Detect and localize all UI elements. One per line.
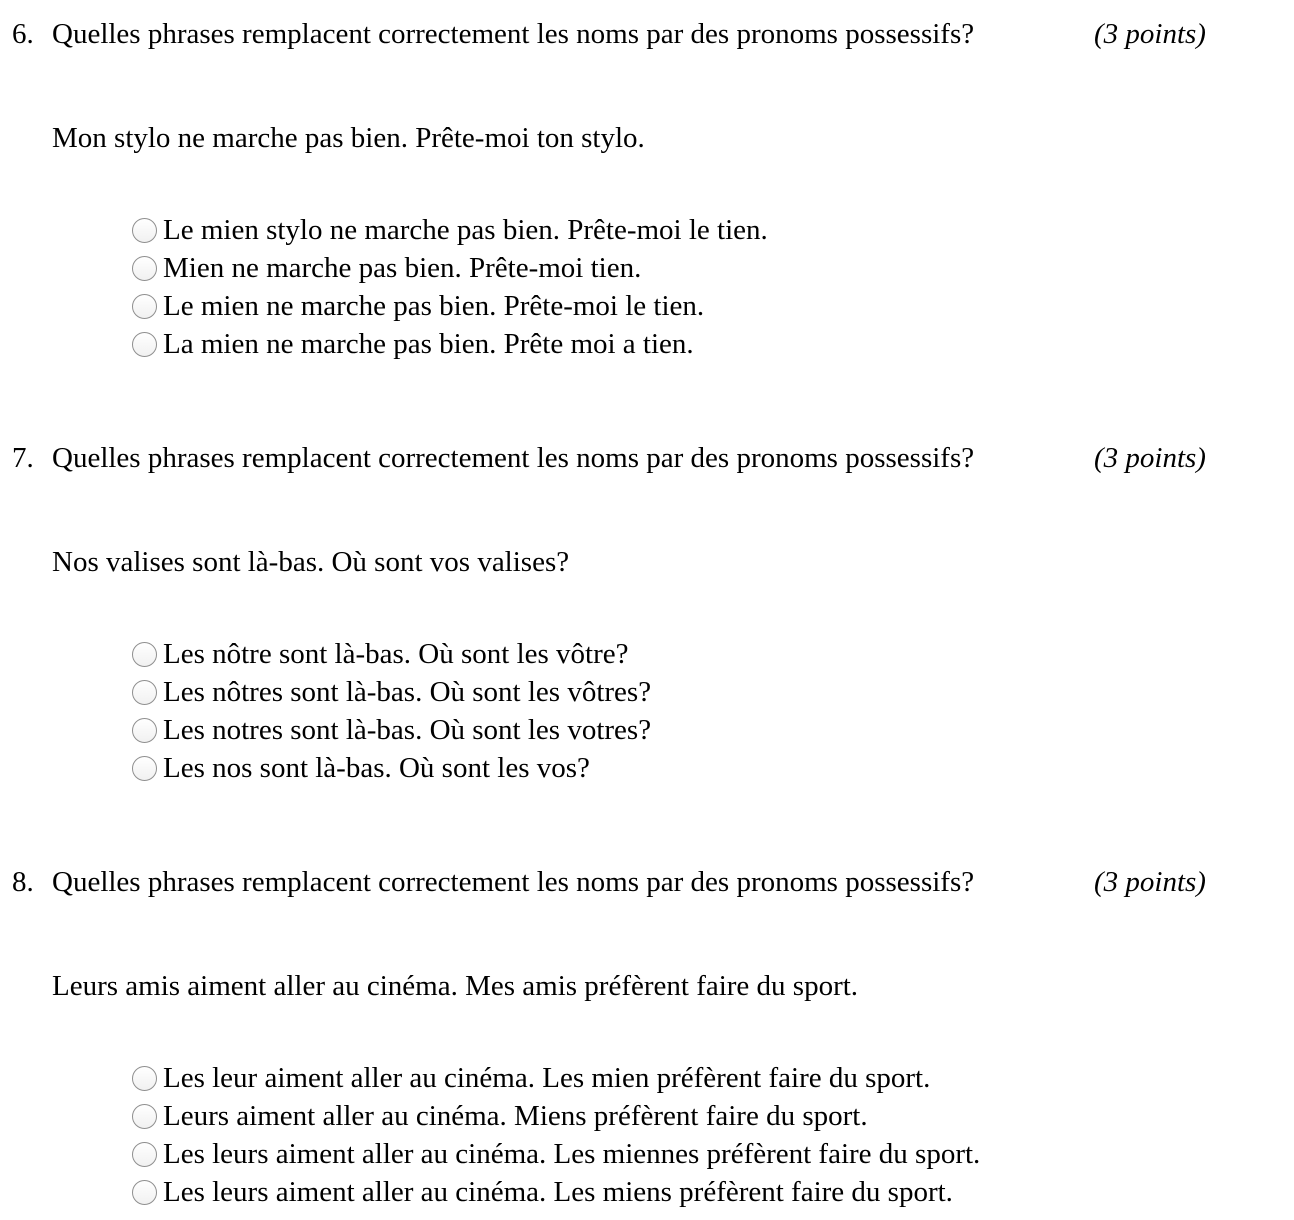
- answer-option[interactable]: [132, 1173, 980, 1211]
- question-number: 7.: [12, 442, 34, 474]
- question-prompt: Quelles phrases remplacent correctement les noms par des pronoms possessifs?: [52, 442, 975, 474]
- answer-options: [132, 635, 651, 787]
- radio-button[interactable]: [132, 332, 157, 357]
- question-sentence: Mon stylo ne marche pas bien. Prête-moi ton stylo.: [52, 122, 645, 154]
- radio-button[interactable]: [132, 1104, 157, 1129]
- answer-option-label: Les notres sont là-bas. Où sont les votres?: [163, 713, 652, 746]
- answer-option-label: Leurs aiment aller au cinéma. Miens préfèrent faire du sport.: [163, 1099, 868, 1132]
- answer-option-label: Les nôtre sont là-bas. Où sont les vôtre?: [163, 637, 629, 670]
- answer-option[interactable]: [132, 1059, 980, 1097]
- answer-option[interactable]: [132, 711, 651, 749]
- answer-option-label: Les leur aiment aller au cinéma. Les mien préfèrent faire du sport.: [163, 1061, 931, 1094]
- answer-option[interactable]: [132, 1097, 980, 1135]
- question-points: (3 points): [1094, 18, 1206, 50]
- answer-option-label: Les nos sont là-bas. Où sont les vos?: [163, 751, 590, 784]
- answer-option[interactable]: [132, 635, 651, 673]
- radio-button[interactable]: [132, 218, 157, 243]
- radio-button[interactable]: [132, 1142, 157, 1167]
- radio-button[interactable]: [132, 294, 157, 319]
- radio-button[interactable]: [132, 1180, 157, 1205]
- answer-option[interactable]: [132, 673, 651, 711]
- radio-button[interactable]: [132, 1066, 157, 1091]
- answer-option[interactable]: [132, 749, 651, 787]
- answer-option[interactable]: [132, 1135, 980, 1173]
- answer-option-label: Les leurs aiment aller au cinéma. Les miens préfèrent faire du sport.: [163, 1175, 953, 1208]
- question-prompt: Quelles phrases remplacent correctement les noms par des pronoms possessifs?: [52, 866, 975, 898]
- answer-option-label: Les leurs aiment aller au cinéma. Les miennes préfèrent faire du sport.: [163, 1137, 981, 1170]
- answer-option-label: Les nôtres sont là-bas. Où sont les vôtres?: [163, 675, 652, 708]
- radio-button[interactable]: [132, 642, 157, 667]
- answer-option-label: Mien ne marche pas bien. Prête-moi tien.: [163, 251, 642, 284]
- radio-button[interactable]: [132, 718, 157, 743]
- question-sentence: Nos valises sont là-bas. Où sont vos valises?: [52, 546, 570, 578]
- question-prompt: Quelles phrases remplacent correctement les noms par des pronoms possessifs?: [52, 18, 975, 50]
- answer-options: [132, 211, 768, 363]
- answer-option[interactable]: [132, 249, 768, 287]
- answer-option-label: La mien ne marche pas bien. Prête moi a tien.: [163, 327, 694, 360]
- answer-option[interactable]: [132, 287, 768, 325]
- answer-option-label: Le mien stylo ne marche pas bien. Prête-moi le tien.: [163, 213, 768, 246]
- question-points: (3 points): [1094, 442, 1206, 474]
- answer-option[interactable]: [132, 211, 768, 249]
- answer-option-label: Le mien ne marche pas bien. Prête-moi le tien.: [163, 289, 705, 322]
- question-sentence: Leurs amis aiment aller au cinéma. Mes amis préfèrent faire du sport.: [52, 970, 859, 1002]
- radio-button[interactable]: [132, 256, 157, 281]
- radio-button[interactable]: [132, 756, 157, 781]
- radio-button[interactable]: [132, 680, 157, 705]
- answer-options: [132, 1059, 980, 1211]
- question-number: 8.: [12, 866, 34, 898]
- answer-option[interactable]: [132, 325, 768, 363]
- question-points: (3 points): [1094, 866, 1206, 898]
- question-number: 6.: [12, 18, 34, 50]
